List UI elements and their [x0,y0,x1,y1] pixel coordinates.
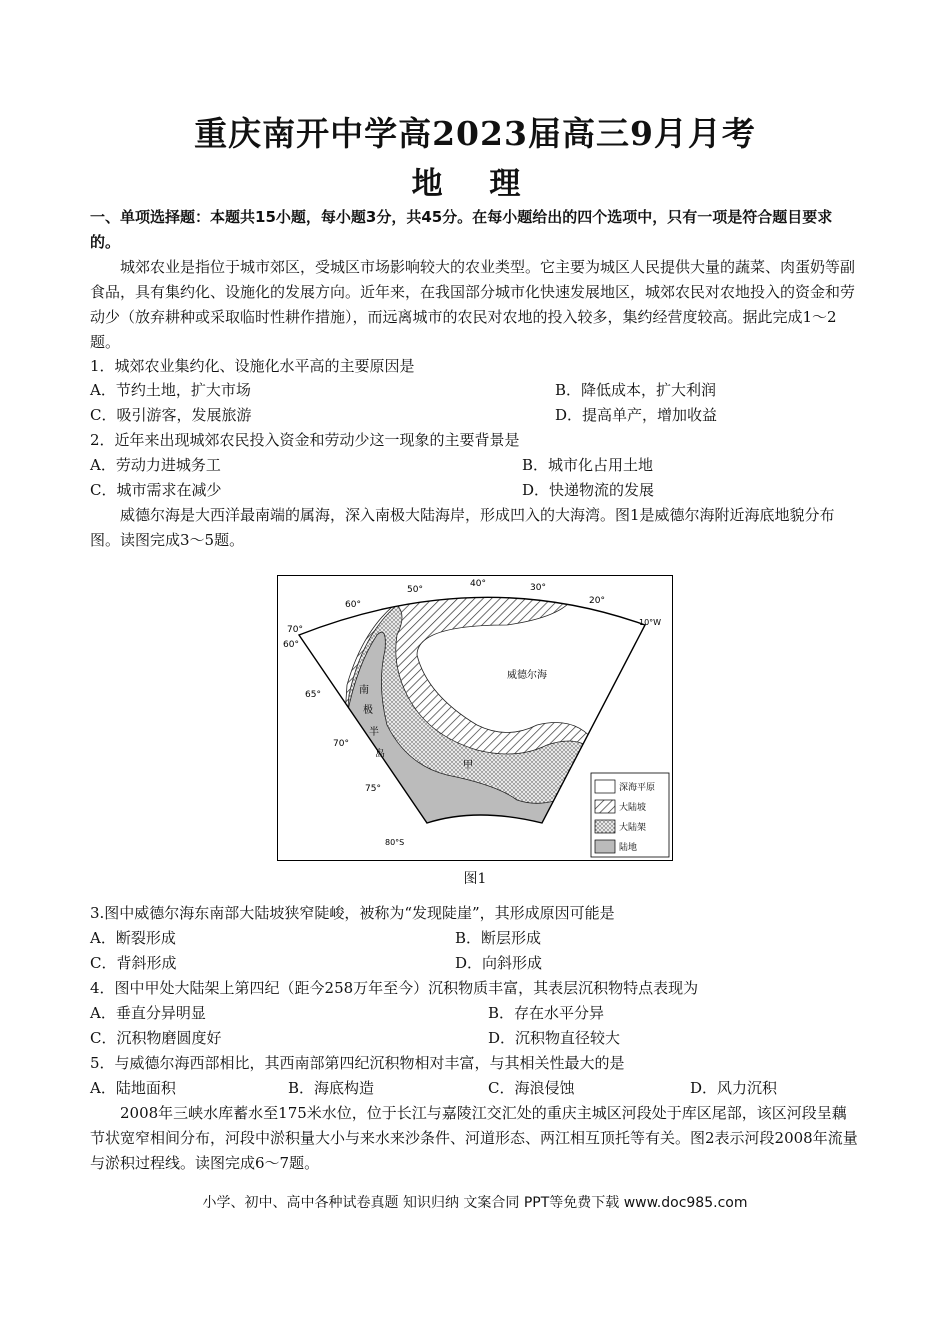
passage-2: 威德尔海是大西洋最南端的属海，深入南极大陆海岸，形成凹入的大海湾。图1是威德尔海附近海底地貌分布图。读图完成3～5题。 [90,506,835,549]
peninsula-char-1: 南 [359,685,369,696]
q5-option-b: B．海底构造 [288,1079,375,1097]
lat-label-65: 65° [305,690,321,700]
question-5-stem: 5．与威德尔海西部相比，其西南部第四纪沉积物相对丰富，与其相关性最大的是 [90,1054,625,1072]
q2-option-d: D．快递物流的发展 [522,481,655,499]
peninsula-char-2: 极 [363,705,373,716]
section-heading: 一、单项选择题：本题共15小题，每小题3分，共45分。在每小题给出的四个选项中，只有一项是符合题目要求的。 [90,208,833,251]
lon-label-50: 50° [407,585,423,595]
subject-title: 地 理 [411,166,539,202]
passage-1: 城郊农业是指位于城市郊区，受城区市场影响较大的农业类型。它主要为城区人民提供大量的蔬菜、肉蛋奶等副食品，具有集约化、设施化的发展方向。近年来，在我国部分城市化快速发展地区，城郊农民对农地投入的资金和劳动少（放弃耕种或采取临时性耕作措施），而远离城市的农民对农地的投入较多，集约经营度较高。据此完成1～2题。 [90,258,856,351]
legend-abyssal-plain: 深海平原 [619,783,656,793]
q5-option-a: A．陆地面积 [90,1079,176,1097]
q2-option-c: C．城市需求在减少 [90,481,222,499]
q4-option-c: C．沉积物磨圆度好 [90,1029,222,1047]
legend-continental-shelf: 大陆架 [619,823,647,833]
exam-title: 重庆南开中学高2023届高三9月月考 [194,114,756,153]
lat-label-80s: 80°S [385,838,405,847]
q1-option-c: C．吸引游客，发展旅游 [90,406,252,424]
q3-option-b: B．断层形成 [455,929,542,947]
q1-option-d: D．提高单产，增加收益 [555,406,718,424]
lon-label-60: 60° [345,600,361,610]
figure-1-caption: 图1 [463,871,487,887]
lat-label-75: 75° [365,784,381,794]
question-4-stem: 4．图中甲处大陆架上第四纪（距今258万年至今）沉积物质丰富，其表层沉积物特点表现为 [90,979,699,997]
q2-option-a: A．劳动力进城务工 [90,456,221,474]
lon-label-40: 40° [470,579,486,589]
legend-continental-slope: 大陆坡 [619,803,647,813]
page-footer: 小学、初中、高中各种试卷真题 知识归纳 文案合同 PPT等免费下载 www.doc985.com [202,1195,748,1211]
q3-option-a: A．断裂形成 [90,929,176,947]
map-legend [591,773,669,857]
question-3-stem: 3.图中威德尔海东南部大陆坡狭窄陡峻，被称为“发现陡崖”，其形成原因可能是 [90,904,615,922]
q4-option-a: A．垂直分异明显 [90,1004,206,1022]
passage-3: 2008年三峡水库蓄水至175米水位，位于长江与嘉陵江交汇处的重庆主城区河段处于库区尾部，该区河段呈藕节状宽窄相间分布，河段中淤积量大小与来水来沙条件、河道形态、两江相互顶托等有关。图2表示河段2008年流量与淤积过程线。读图完成6～7题。 [90,1104,858,1172]
q5-option-d: D．风力沉积 [690,1079,778,1097]
q5-option-c: C．海浪侵蚀 [488,1079,575,1097]
weddell-sea-map [277,575,673,861]
q2-option-b: B．城市化占用土地 [522,456,654,474]
q3-option-d: D．向斜形成 [455,954,543,972]
question-2-stem: 2．近年来出现城郊农民投入资金和劳动少这一现象的主要背景是 [90,431,520,449]
q1-option-a: A．节约土地，扩大市场 [90,381,251,399]
q1-option-b: B．降低成本，扩大利润 [555,381,717,399]
lat-label-70: 70° [333,739,349,749]
lon-label-20: 20° [589,596,605,606]
legend-land: 陆地 [619,843,638,853]
q3-option-c: C．背斜形成 [90,954,177,972]
sea-label: 威德尔海 [507,670,547,681]
peninsula-char-4: 岛 [375,749,385,760]
q4-option-d: D．沉积物直径较大 [488,1029,621,1047]
question-1-stem: 1．城郊农业集约化、设施化水平高的主要原因是 [90,357,415,375]
jia-label: 甲 [463,760,473,771]
peninsula-char-3: 半 [369,727,379,738]
lon-label-30: 30° [530,583,546,593]
lat-label-60: 60° [283,640,299,650]
q4-option-b: B．存在水平分异 [488,1004,605,1022]
figure-1-map [277,575,673,861]
lon-label-10w: 10°W [639,618,662,627]
lat-label-70-top: 70° [287,625,303,635]
